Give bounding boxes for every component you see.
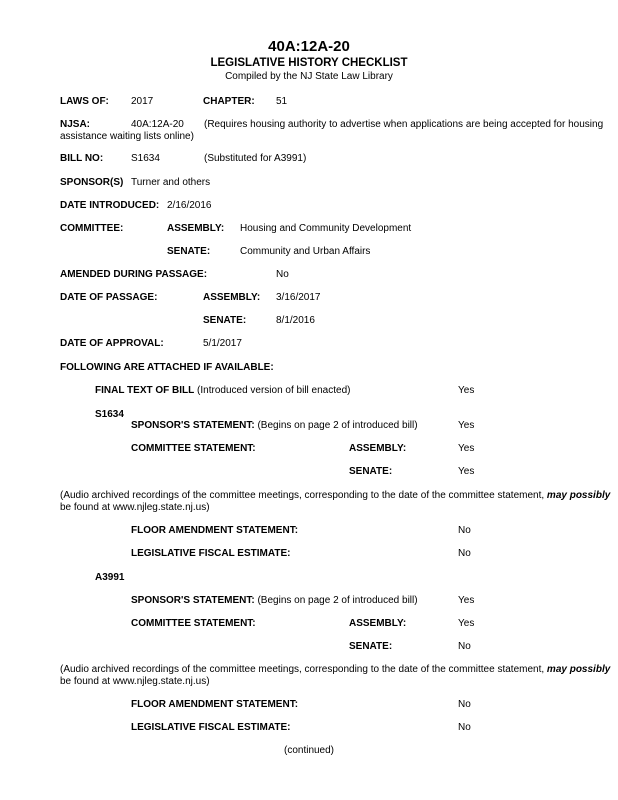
a3991-sponsor-row: [131, 595, 418, 606]
committee-label: COMMITTEE:: [60, 223, 124, 234]
committee-senate-value: Community and Urban Affairs: [240, 246, 371, 257]
s1634-bill-label: S1634: [95, 409, 124, 420]
committee-senate-label: SENATE:: [167, 246, 211, 257]
committee-assembly-label: ASSEMBLY:: [167, 223, 225, 234]
page-subtitle: LEGISLATIVE HISTORY CHECKLIST: [210, 57, 408, 69]
bill-no-value: S1634: [131, 153, 160, 164]
a3991-bill-label: A3991: [95, 572, 125, 583]
s1634-fiscal-value: No: [458, 548, 471, 559]
passage-senate-value: 8/1/2016: [276, 315, 315, 326]
committee-assembly-value: Housing and Community Development: [240, 223, 412, 234]
final-text-label: FINAL TEXT OF BILL: [95, 385, 195, 396]
final-text-note: (Introduced version of bill enacted): [197, 385, 351, 396]
a3991-audio-emphasis: may possibly: [546, 664, 611, 675]
passage-assembly-value: 3/16/2017: [276, 292, 321, 303]
a3991-senate-value: No: [458, 641, 471, 652]
s1634-audio-note-line2: be found at www.njleg.state.nj.us): [60, 502, 210, 513]
a3991-sponsor-label: SPONSOR'S STATEMENT:: [131, 595, 255, 606]
a3991-audio-note-line1: [60, 664, 610, 675]
njsa-description-line2: assistance waiting lists online): [60, 131, 194, 142]
s1634-fiscal-label: LEGISLATIVE FISCAL ESTIMATE:: [131, 548, 291, 559]
date-introduced-value: 2/16/2016: [167, 200, 212, 211]
a3991-audio-note-line2: be found at www.njleg.state.nj.us): [60, 676, 210, 687]
continued-note: (continued): [283, 745, 335, 756]
a3991-senate-label: SENATE:: [349, 641, 393, 652]
a3991-sponsor-note: (Begins on page 2 of introduced bill): [257, 595, 418, 606]
approval-label: DATE OF APPROVAL:: [60, 338, 164, 349]
s1634-sponsor-value: Yes: [458, 420, 475, 431]
passage-assembly-label: ASSEMBLY:: [203, 292, 261, 303]
s1634-senate-label: SENATE:: [349, 466, 393, 477]
s1634-assembly-label: ASSEMBLY:: [349, 443, 407, 454]
bill-no-label: BILL NO:: [60, 153, 104, 164]
sponsors-value: Turner and others: [131, 177, 211, 188]
passage-senate-label: SENATE:: [203, 315, 247, 326]
approval-value: 5/1/2017: [203, 338, 242, 349]
a3991-fiscal-label: LEGISLATIVE FISCAL ESTIMATE:: [131, 722, 291, 733]
njsa-label: NJSA:: [60, 119, 91, 130]
final-text-value: Yes: [458, 385, 475, 396]
a3991-floor-value: No: [458, 699, 471, 710]
a3991-assembly-label: ASSEMBLY:: [349, 618, 407, 629]
s1634-senate-value: Yes: [458, 466, 475, 477]
passage-label: DATE OF PASSAGE:: [60, 292, 158, 303]
a3991-committee-label: COMMITTEE STATEMENT:: [131, 618, 256, 629]
laws-of-value: 2017: [131, 96, 154, 107]
amended-value: No: [276, 269, 289, 280]
njsa-value: 40A:12A-20: [131, 119, 184, 130]
page-title: 40A:12A-20: [268, 38, 350, 55]
a3991-sponsor-value: Yes: [458, 595, 475, 606]
a3991-floor-label: FLOOR AMENDMENT STATEMENT:: [131, 699, 299, 710]
date-introduced-label: DATE INTRODUCED:: [60, 200, 160, 211]
chapter-value: 51: [276, 96, 288, 107]
s1634-floor-label: FLOOR AMENDMENT STATEMENT:: [131, 525, 299, 536]
s1634-floor-value: No: [458, 525, 471, 536]
njsa-description-line1: (Requires housing authority to advertise when applications are being accepted for housing: [204, 119, 604, 130]
chapter-label: CHAPTER:: [203, 96, 255, 107]
s1634-committee-label: COMMITTEE STATEMENT:: [131, 443, 256, 454]
s1634-sponsor-note: (Begins on page 2 of introduced bill): [257, 420, 418, 431]
s1634-audio-emphasis: may possibly: [546, 490, 611, 501]
s1634-sponsor-row: [131, 420, 418, 431]
a3991-fiscal-value: No: [458, 722, 471, 733]
a3991-assembly-value: Yes: [458, 618, 475, 629]
bill-no-note: (Substituted for A3991): [204, 153, 307, 164]
s1634-audio-pre: (Audio archived recordings of the committee meetings, corresponding to the date of the committee statement,: [60, 490, 545, 501]
amended-label: AMENDED DURING PASSAGE:: [60, 269, 208, 280]
s1634-audio-note-line1: [60, 490, 610, 501]
a3991-audio-pre: (Audio archived recordings of the committee meetings, corresponding to the date of the committee statement,: [60, 664, 545, 675]
s1634-sponsor-label: SPONSOR'S STATEMENT:: [131, 420, 255, 431]
compiled-by: Compiled by the NJ State Law Library: [225, 71, 393, 82]
s1634-assembly-value: Yes: [458, 443, 475, 454]
sponsors-label: SPONSOR(S): [60, 177, 124, 188]
attached-heading: FOLLOWING ARE ATTACHED IF AVAILABLE:: [60, 362, 274, 373]
final-text-row: [95, 385, 350, 396]
laws-of-label: LAWS OF:: [60, 96, 109, 107]
